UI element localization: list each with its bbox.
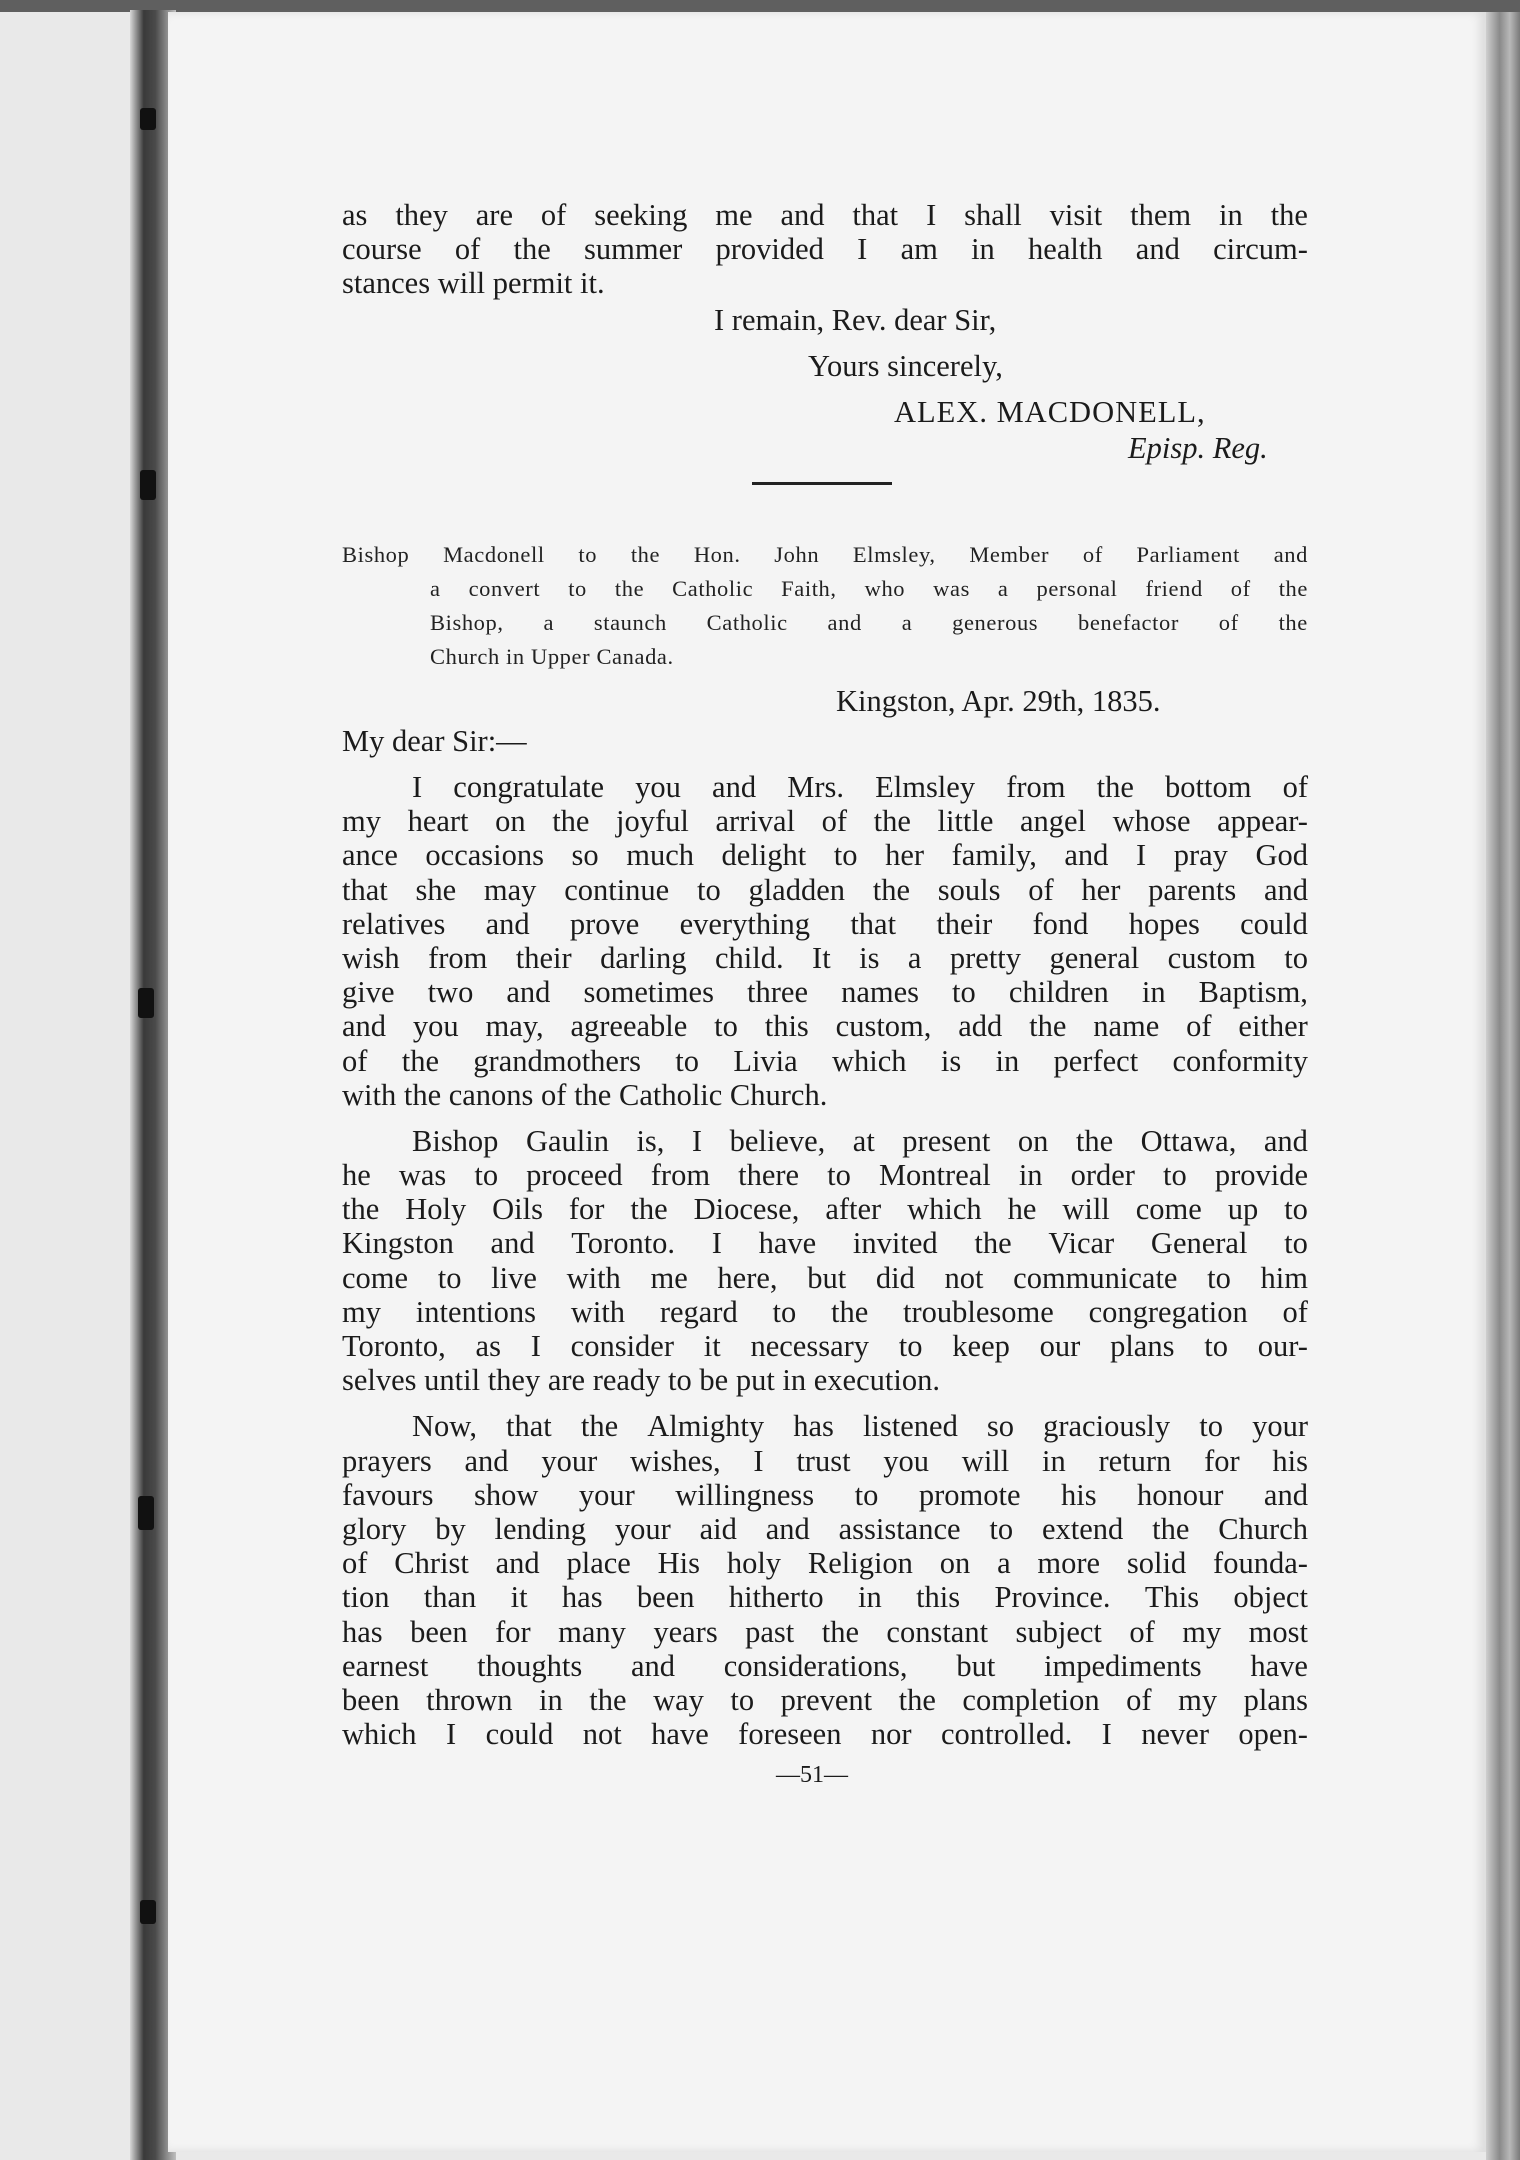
paragraph-gap	[342, 1397, 1308, 1409]
text-line: been thrown in the way to prevent the completion of my plans	[342, 1682, 1308, 1717]
letter-continuation	[342, 198, 1308, 300]
text-line: Bishop Gaulin is, I believe, at present on the Ottawa, and	[412, 1123, 1308, 1158]
paragraph	[342, 770, 1308, 1112]
text-line: Kingston and Toronto. I have invited the Vicar General to	[342, 1226, 1308, 1261]
text-line: my intentions with regard to the troublesome congregation of	[342, 1294, 1308, 1329]
closing-remain: I remain, Rev. dear Sir,	[714, 303, 997, 337]
text-line: prayers and your wishes, I trust you will in return for his	[342, 1443, 1308, 1478]
text-line: earnest thoughts and considerations, but impediments have	[342, 1648, 1308, 1683]
letter-body	[342, 770, 1308, 1751]
salutation: My dear Sir:—	[342, 724, 527, 758]
binding-clip-mark	[138, 988, 154, 1018]
page-number: —51—	[776, 1762, 848, 1788]
letter-heading	[342, 538, 1308, 674]
text-line: Toronto, as I consider it necessary to keep our plans to our-	[342, 1329, 1308, 1363]
text-line: relatives and prove everything that their fond hopes could	[342, 906, 1308, 941]
paragraph	[342, 1124, 1308, 1398]
signature-title: Episp. Reg.	[1128, 431, 1268, 465]
paragraph	[342, 1409, 1308, 1751]
page-edge-stack	[1486, 12, 1520, 2160]
text-line: stances will permit it.	[342, 266, 605, 300]
text-line: Now, that the Almighty has listened so graciously to your	[412, 1409, 1308, 1444]
text-line: wish from their darling child. It is a pretty general custom to	[342, 940, 1308, 975]
heading-line: a convert to the Catholic Faith, who was a personal friend of the	[430, 576, 1308, 601]
text-line: selves until they are ready to be put in execution.	[342, 1363, 940, 1398]
text-line: give two and sometimes three names to children in Baptism,	[342, 975, 1308, 1010]
binding-clip-mark	[140, 1900, 156, 1924]
text-line: my heart on the joyful arrival of the little angel whose appear-	[342, 804, 1308, 839]
section-divider	[752, 482, 892, 485]
text-line: ance occasions so much delight to her family, and I pray God	[342, 838, 1308, 873]
heading-line: Church in Upper Canada.	[430, 644, 674, 669]
binding-clip-mark	[140, 108, 156, 130]
binding-clip-mark	[138, 1496, 154, 1530]
text-line: he was to proceed from there to Montreal in order to provide	[342, 1158, 1308, 1193]
text-line: and you may, agreeable to this custom, add the name of either	[342, 1009, 1308, 1044]
text-line: of the grandmothers to Livia which is in perfect conformity	[342, 1043, 1308, 1078]
text-line: tion than it has been hitherto in this Province. This object	[342, 1580, 1308, 1615]
text-line: as they are of seeking me and that I shall visit them in the	[342, 198, 1308, 232]
paragraph-gap	[342, 1112, 1308, 1124]
text-line: come to live with me here, but did not communicate to him	[342, 1260, 1308, 1295]
heading-line: Bishop Macdonell to the Hon. John Elmsley, Member of Parliament and	[342, 542, 1308, 567]
text-line: glory by lending your aid and assistance to extend the Church	[342, 1511, 1308, 1546]
binding-clip-mark	[140, 470, 156, 500]
scan-top-edge	[0, 0, 1520, 12]
dateline: Kingston, Apr. 29th, 1835.	[836, 684, 1161, 718]
text-line: that she may continue to gladden the souls of her parents and	[342, 872, 1308, 907]
closing-yours: Yours sincerely,	[808, 349, 1003, 383]
text-line: with the canons of the Catholic Church.	[342, 1077, 828, 1112]
text-line: of Christ and place His holy Religion on a more solid founda-	[342, 1546, 1308, 1581]
text-line: course of the summer provided I am in health and circum-	[342, 232, 1308, 266]
text-line: the Holy Oils for the Diocese, after which he will come up to	[342, 1192, 1308, 1227]
signature-name: ALEX. MACDONELL,	[894, 395, 1206, 429]
text-line: which I could not have foreseen nor controlled. I never open-	[342, 1717, 1308, 1752]
text-line: favours show your willingness to promote his honour and	[342, 1477, 1308, 1512]
heading-line: Bishop, a staunch Catholic and a generous benefactor of the	[430, 610, 1308, 635]
text-line: I congratulate you and Mrs. Elmsley from the bottom of	[412, 770, 1308, 804]
text-line: has been for many years past the constant subject of my most	[342, 1614, 1308, 1649]
